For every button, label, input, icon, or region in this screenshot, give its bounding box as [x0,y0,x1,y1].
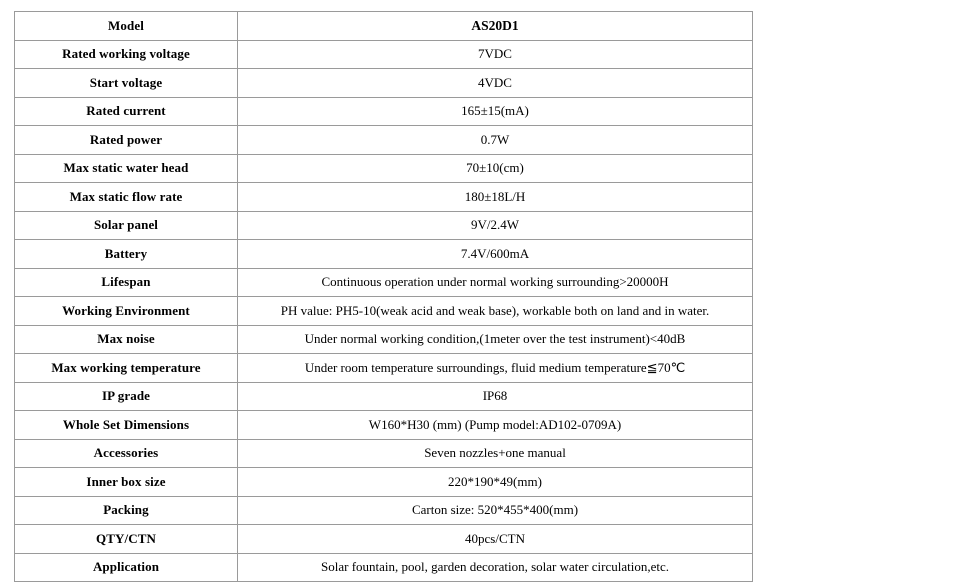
table-row [15,126,753,155]
table-row [15,496,753,525]
spec-label-cell: Accessories [15,439,238,468]
spec-label-cell: Start voltage [15,69,238,98]
spec-label-cell: IP grade [15,382,238,411]
table-row [15,553,753,582]
spec-value-cell: 7.4V/600mA [238,240,753,269]
table-row [15,297,753,326]
specification-sheet [0,11,957,586]
table-row [15,411,753,440]
table-row [15,439,753,468]
table-row [15,97,753,126]
spec-label-cell: Solar panel [15,211,238,240]
spec-label-cell: Battery [15,240,238,269]
spec-value-cell: Continuous operation under normal working surrounding>20000H [238,268,753,297]
spec-value-cell: 70±10(cm) [238,154,753,183]
table-row [15,154,753,183]
table-row [15,268,753,297]
spec-label-cell: Rated current [15,97,238,126]
spec-value-cell: PH value: PH5-10(weak acid and weak base), workable both on land and in water. [238,297,753,326]
specification-table [14,11,753,582]
table-row [15,325,753,354]
spec-value-cell: 165±15(mA) [238,97,753,126]
table-row [15,183,753,212]
spec-value-cell: Seven nozzles+one manual [238,439,753,468]
spec-label-cell: Max static flow rate [15,183,238,212]
spec-value-cell: Carton size: 520*455*400(mm) [238,496,753,525]
spec-value-cell: 7VDC [238,40,753,69]
spec-value-cell: Under normal working condition,(1meter over the test instrument)<40dB [238,325,753,354]
table-row [15,69,753,98]
table-row [15,40,753,69]
spec-label-cell: Inner box size [15,468,238,497]
spec-label-cell: Application [15,553,238,582]
spec-value-cell: W160*H30 (mm) (Pump model:AD102-0709A) [238,411,753,440]
spec-value-cell: 4VDC [238,69,753,98]
spec-value-cell: 0.7W [238,126,753,155]
table-row [15,382,753,411]
spec-label-cell: Rated working voltage [15,40,238,69]
spec-value-cell: 9V/2.4W [238,211,753,240]
spec-value-cell: 40pcs/CTN [238,525,753,554]
spec-label-cell: Model [15,12,238,41]
spec-label-cell: Whole Set Dimensions [15,411,238,440]
spec-value-cell: 220*190*49(mm) [238,468,753,497]
spec-label-cell: Max noise [15,325,238,354]
table-row [15,211,753,240]
spec-label-cell: Rated power [15,126,238,155]
spec-label-cell: Packing [15,496,238,525]
table-row [15,354,753,383]
table-row [15,12,753,41]
table-row [15,468,753,497]
spec-value-cell: Solar fountain, pool, garden decoration, solar water circulation,etc. [238,553,753,582]
spec-value-cell: IP68 [238,382,753,411]
spec-label-cell: Working Environment [15,297,238,326]
spec-value-cell: 180±18L/H [238,183,753,212]
specification-table-body [15,12,753,582]
spec-value-cell: AS20D1 [238,12,753,41]
spec-label-cell: Lifespan [15,268,238,297]
spec-label-cell: QTY/CTN [15,525,238,554]
spec-value-cell: Under room temperature surroundings, fluid medium temperature≦70℃ [238,354,753,383]
table-row [15,525,753,554]
spec-label-cell: Max working temperature [15,354,238,383]
spec-label-cell: Max static water head [15,154,238,183]
table-row [15,240,753,269]
